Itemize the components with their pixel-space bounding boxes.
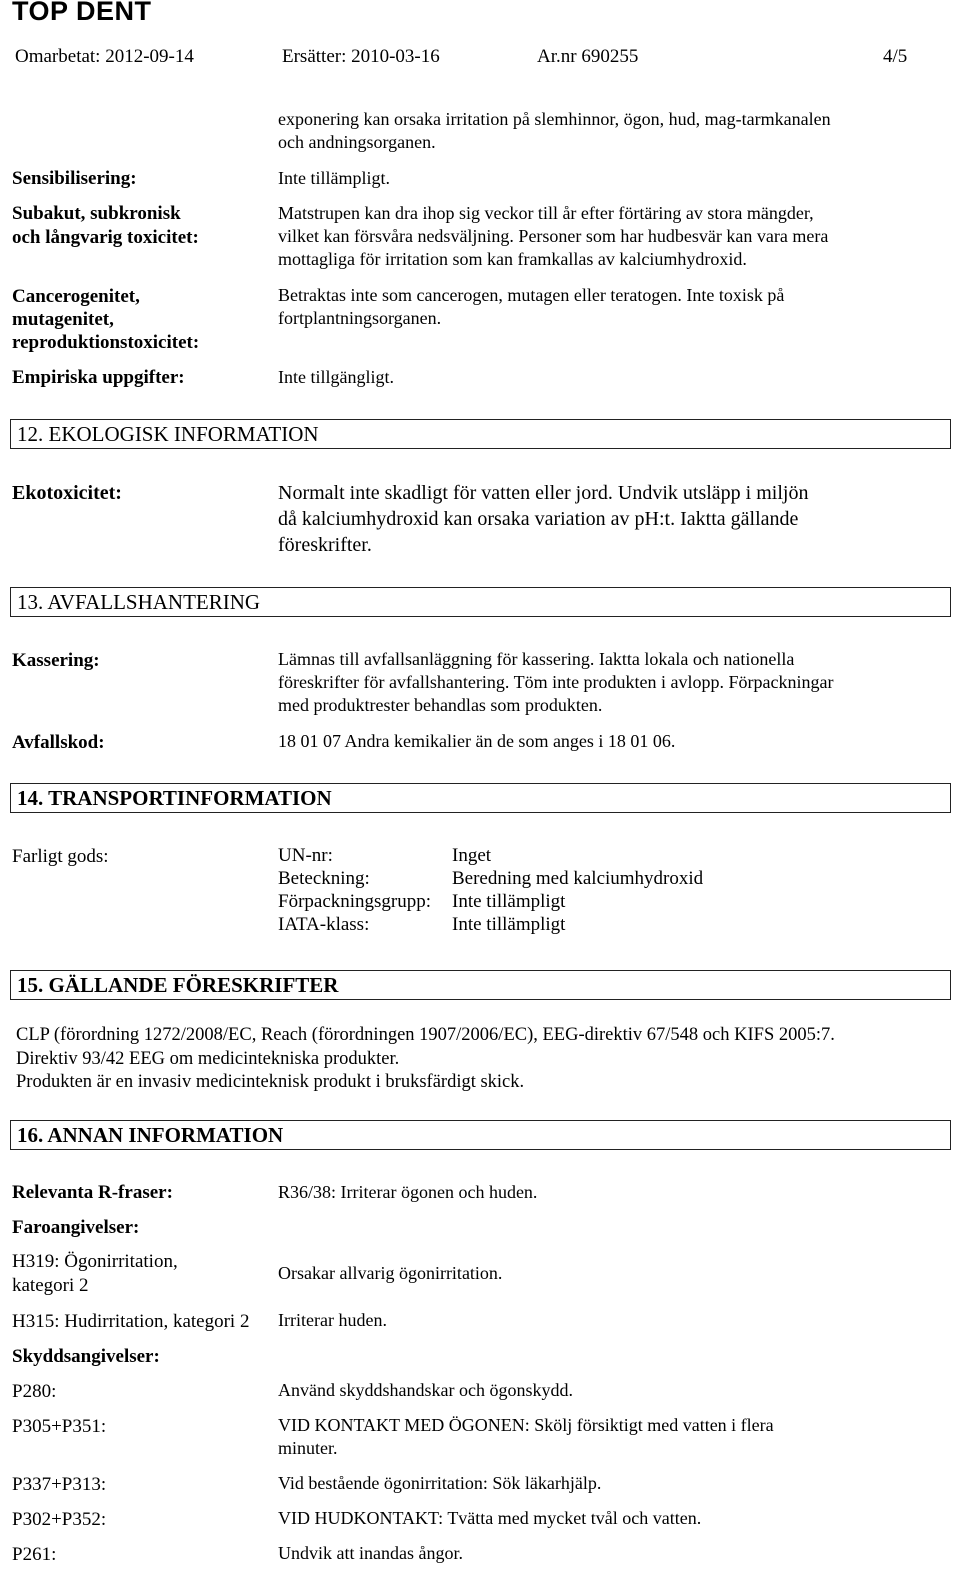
disposal-label: Kassering: bbox=[12, 650, 100, 671]
empirical-value: Inte tillgängligt. bbox=[278, 367, 394, 387]
sensitization-value: Inte tillämpligt. bbox=[278, 168, 390, 188]
section-14-heading: 14. TRANSPORTINFORMATION bbox=[10, 783, 951, 813]
transport-value: Inte tillämpligt bbox=[452, 891, 566, 912]
ecotoxicity-label: Ekotoxicitet: bbox=[12, 482, 122, 504]
transport-value: Inget bbox=[452, 845, 492, 866]
exposure-text-1: exponering kan orsaka irritation på slemhinnor, ögon, hud, mag-tarmkanalen bbox=[278, 109, 831, 129]
carcinogenicity-value-2: fortplantningsorganen. bbox=[278, 308, 442, 328]
subacute-label-1: Subakut, subkronisk bbox=[12, 203, 181, 224]
p337-value: Vid bestående ögonirritation: Sök läkarhjälp. bbox=[278, 1473, 602, 1493]
carcinogenicity-label-2: mutagenitet, bbox=[12, 309, 114, 330]
subacute-label-2: och långvarig toxicitet: bbox=[12, 227, 199, 248]
section-13-heading: 13. AVFALLSHANTERING bbox=[10, 587, 951, 617]
p280-label: P280: bbox=[12, 1381, 57, 1402]
h319-label-1: H319: Ögonirritation, bbox=[12, 1251, 178, 1272]
sensitization-label: Sensibilisering: bbox=[12, 168, 137, 189]
waste-code-value: 18 01 07 Andra kemikalier än de som anges i 18 01 06. bbox=[278, 731, 676, 751]
page-number: 4/5 bbox=[883, 46, 908, 67]
p305-value-2: minuter. bbox=[278, 1438, 338, 1458]
p302-value: VID HUDKONTAKT: Tvätta med mycket tvål och vatten. bbox=[278, 1508, 702, 1528]
section-12-heading: 12. EKOLOGISK INFORMATION bbox=[10, 419, 951, 449]
hazard-statements-label: Faroangivelser: bbox=[12, 1217, 140, 1238]
revised-date: Omarbetat: 2012-09-14 bbox=[15, 46, 194, 67]
h319-label-2: kategori 2 bbox=[12, 1275, 89, 1296]
h315-label: H315: Hudirritation, kategori 2 bbox=[12, 1311, 250, 1332]
transport-key: Förpackningsgrupp: bbox=[278, 891, 432, 912]
regulation-line-1: CLP (förordning 1272/2008/EC, Reach (förordningen 1907/2006/EC), EEG-direktiv 67/548 och KIFS 2005:7. bbox=[16, 1025, 835, 1045]
company-logo: TOP DENT bbox=[12, 0, 152, 26]
exposure-text-2: och andningsorganen. bbox=[278, 132, 436, 152]
transport-key: UN-nr: bbox=[278, 845, 333, 866]
ecotoxicity-value-1: Normalt inte skadligt för vatten eller jord. Undvik utsläpp i miljön bbox=[278, 482, 809, 504]
regulation-line-2: Direktiv 93/42 EEG om medicintekniska produkter. bbox=[16, 1049, 400, 1069]
dangerous-goods-label: Farligt gods: bbox=[12, 846, 109, 867]
r-phrases-value: R36/38: Irriterar ögonen och huden. bbox=[278, 1182, 538, 1202]
transport-key: Beteckning: bbox=[278, 868, 370, 889]
p305-label: P305+P351: bbox=[12, 1416, 107, 1437]
subacute-value-1: Matstrupen kan dra ihop sig veckor till år efter förtäring av stora mängder, bbox=[278, 203, 814, 223]
carcinogenicity-label-3: reproduktionstoxicitet: bbox=[12, 332, 200, 353]
precautionary-statements-label: Skyddsangivelser: bbox=[12, 1346, 160, 1367]
transport-value: Beredning med kalciumhydroxid bbox=[452, 868, 704, 889]
section-15-heading: 15. GÄLLANDE FÖRESKRIFTER bbox=[10, 970, 951, 1000]
p302-label: P302+P352: bbox=[12, 1509, 107, 1530]
disposal-value-2: föreskrifter för avfallshantering. Töm inte produkten i avlopp. Förpackningar bbox=[278, 672, 834, 692]
carcinogenicity-value-1: Betraktas inte som cancerogen, mutagen eller teratogen. Inte toxisk på bbox=[278, 285, 785, 305]
p305-value-1: VID KONTAKT MED ÖGONEN: Skölj försiktigt med vatten i flera bbox=[278, 1415, 774, 1435]
article-number: Ar.nr 690255 bbox=[537, 46, 639, 67]
subacute-value-2: vilket kan försvåra nedsväljning. Personer som har hudbesvär kan vara mera bbox=[278, 226, 829, 246]
h319-value: Orsakar allvarig ögonirritation. bbox=[278, 1263, 503, 1283]
r-phrases-label: Relevanta R-fraser: bbox=[12, 1182, 173, 1203]
p261-label: P261: bbox=[12, 1544, 57, 1565]
disposal-value-3: med produktrester behandlas som produkten. bbox=[278, 695, 603, 715]
p337-label: P337+P313: bbox=[12, 1474, 107, 1495]
regulation-line-3: Produkten är en invasiv medicinteknisk produkt i bruksfärdigt skick. bbox=[16, 1072, 525, 1092]
ecotoxicity-value-3: föreskrifter. bbox=[278, 534, 372, 556]
ecotoxicity-value-2: då kalciumhydroxid kan orsaka variation av pH:t. Iaktta gällande bbox=[278, 508, 799, 530]
transport-key: IATA-klass: bbox=[278, 914, 370, 935]
disposal-value-1: Lämnas till avfallsanläggning för kassering. Iaktta lokala och nationella bbox=[278, 649, 795, 669]
transport-value: Inte tillämpligt bbox=[452, 914, 566, 935]
h315-value: Irriterar huden. bbox=[278, 1310, 387, 1330]
subacute-value-3: mottagliga för irritation som kan framkallas av kalciumhydroxid. bbox=[278, 249, 747, 269]
p280-value: Använd skyddshandskar och ögonskydd. bbox=[278, 1380, 573, 1400]
carcinogenicity-label-1: Cancerogenitet, bbox=[12, 286, 140, 307]
section-16-heading: 16. ANNAN INFORMATION bbox=[10, 1120, 951, 1150]
p261-value: Undvik att inandas ångor. bbox=[278, 1543, 463, 1563]
waste-code-label: Avfallskod: bbox=[12, 732, 105, 753]
replaces-date: Ersätter: 2010-03-16 bbox=[282, 46, 440, 67]
empirical-label: Empiriska uppgifter: bbox=[12, 367, 185, 388]
